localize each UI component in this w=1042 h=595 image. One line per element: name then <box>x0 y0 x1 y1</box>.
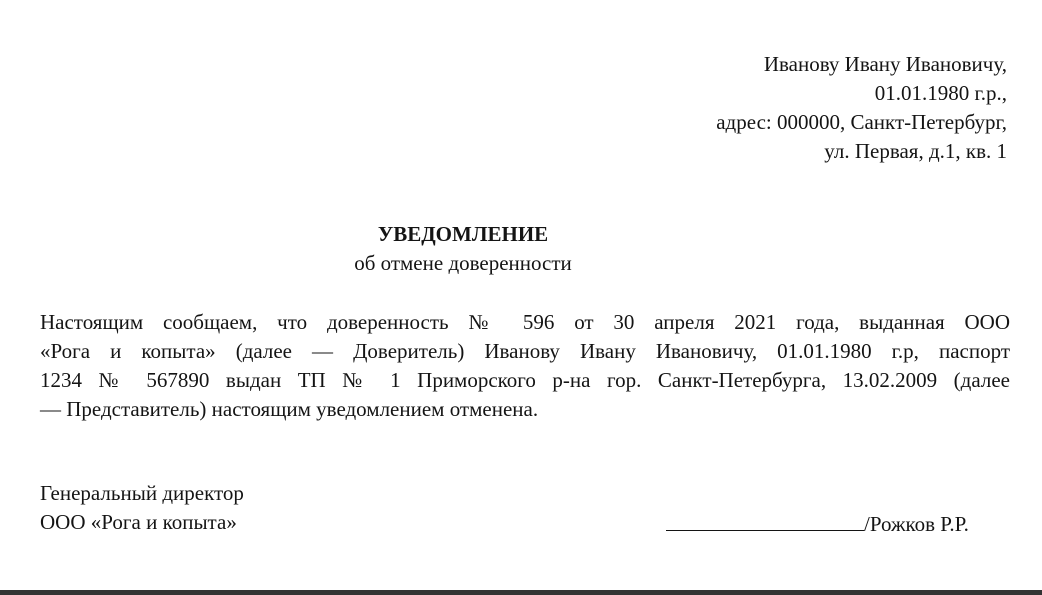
body-line: — Представитель) настоящим уведомлением отменена. <box>40 397 539 421</box>
document-heading <box>0 220 926 278</box>
addressee-block <box>716 50 1007 166</box>
addressee-birth-date: 01.01.1980 г.р., <box>874 81 1007 105</box>
signer-name: /Рожков Р.Р. <box>864 512 969 536</box>
body-line: Настоящим сообщаем, что доверенность № 596 от 30 апреля 2021 года, выданная ООО <box>40 310 1010 334</box>
notice-body <box>40 308 1010 424</box>
addressee-address-line-1: адрес: 000000, Санкт-Петербург, <box>716 110 1007 134</box>
bottom-border <box>0 590 1042 595</box>
body-line: 1234 № 567890 выдан ТП № 1 Приморского р-на гор. Санкт-Петербурга, 13.02.2009 (далее <box>40 368 1010 392</box>
signatory-block <box>40 479 244 537</box>
signature-line <box>666 508 864 531</box>
addressee-name: Иванову Ивану Ивановичу, <box>763 52 1007 76</box>
signatory-position: Генеральный директор <box>40 481 244 505</box>
document-subtitle: об отмене доверенности <box>354 251 572 275</box>
addressee-address-line-2: ул. Первая, д.1, кв. 1 <box>824 139 1007 163</box>
body-line: «Рога и копыта» (далее — Доверитель) Иванову Ивану Ивановичу, 01.01.1980 г.р, паспорт <box>40 339 1010 363</box>
document-title: УВЕДОМЛЕНИЕ <box>377 222 549 246</box>
signature-block <box>666 508 969 539</box>
signatory-company: ООО «Рога и копыта» <box>40 510 237 534</box>
